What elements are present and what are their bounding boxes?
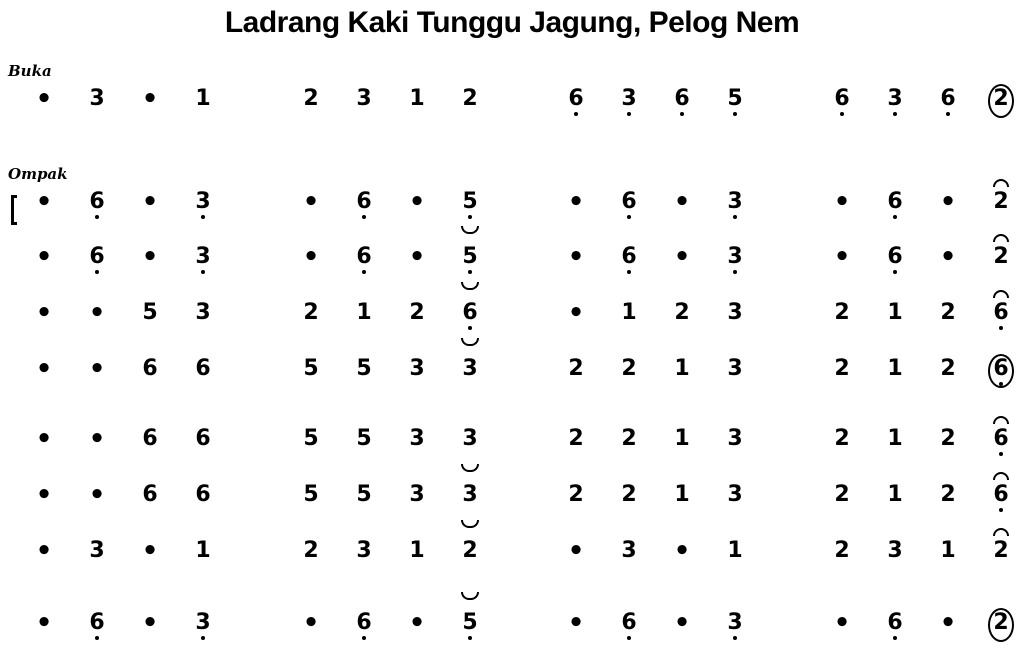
note: 6 — [827, 82, 857, 122]
note: • — [567, 187, 585, 217]
note: 6 — [614, 606, 644, 646]
note: 2 — [455, 534, 485, 574]
note: 2 — [621, 426, 637, 451]
note: 6 — [349, 606, 379, 646]
note: 2 — [986, 185, 1016, 225]
note: 2 — [621, 482, 637, 507]
note: 6 — [142, 482, 158, 507]
note: • — [141, 84, 159, 114]
note: 3 — [614, 82, 644, 122]
note: 3 — [727, 426, 743, 451]
note: • — [408, 242, 426, 272]
notation-row — [0, 240, 1024, 280]
note: 2 — [940, 426, 956, 451]
note: 2 — [834, 356, 850, 381]
note: 5 — [303, 482, 319, 507]
note: 5 — [720, 82, 750, 122]
note: • — [35, 298, 53, 328]
note: 3 — [720, 240, 750, 280]
note: 5 — [356, 482, 372, 507]
note: • — [35, 536, 53, 566]
note: 3 — [462, 426, 478, 451]
note: 1 — [356, 300, 372, 325]
note: 2 — [462, 86, 478, 111]
note: 5 — [142, 300, 158, 325]
note: 1 — [674, 426, 690, 451]
note: 2 — [986, 82, 1016, 122]
note: 6 — [349, 185, 379, 225]
note: 3 — [455, 352, 485, 392]
note: • — [567, 298, 585, 328]
note: 2 — [834, 482, 850, 507]
note: • — [567, 536, 585, 566]
note: 6 — [195, 426, 211, 451]
note: 5 — [356, 426, 372, 451]
note: 1 — [887, 426, 903, 451]
note: 6 — [142, 356, 158, 381]
note: 2 — [409, 300, 425, 325]
note: 5 — [303, 426, 319, 451]
note: 3 — [880, 82, 910, 122]
note: 2 — [940, 482, 956, 507]
notation-row — [0, 82, 1024, 122]
note: 3 — [455, 478, 485, 518]
section-label-buka: Buka — [8, 62, 52, 80]
note: 6 — [82, 606, 112, 646]
note: 1 — [887, 300, 903, 325]
notation-row — [0, 422, 1024, 462]
note: 2 — [940, 300, 956, 325]
note: • — [88, 298, 106, 328]
note: 1 — [621, 300, 637, 325]
note: • — [141, 536, 159, 566]
notation-row — [0, 478, 1024, 518]
note: 3 — [89, 86, 105, 111]
note: 1 — [409, 538, 425, 563]
note: • — [673, 187, 691, 217]
note: 3 — [409, 482, 425, 507]
note: 6 — [82, 185, 112, 225]
note: 6 — [880, 185, 910, 225]
note: 2 — [568, 426, 584, 451]
note: 2 — [986, 240, 1016, 280]
notation-row — [0, 296, 1024, 336]
note: 6 — [195, 356, 211, 381]
note: 2 — [986, 606, 1016, 646]
note: 2 — [568, 482, 584, 507]
note: 6 — [880, 606, 910, 646]
note: • — [408, 187, 426, 217]
note: 5 — [455, 240, 485, 280]
note: 6 — [986, 352, 1016, 392]
note: • — [833, 608, 851, 638]
note: 6 — [986, 478, 1016, 518]
note: • — [833, 242, 851, 272]
note: 3 — [720, 606, 750, 646]
note: 5 — [455, 606, 485, 646]
note: 5 — [455, 185, 485, 225]
note: • — [35, 608, 53, 638]
note: • — [35, 84, 53, 114]
note: 3 — [188, 606, 218, 646]
note: • — [35, 354, 53, 384]
note: 3 — [409, 426, 425, 451]
note: 6 — [986, 422, 1016, 462]
note: 6 — [986, 296, 1016, 336]
note: 1 — [409, 86, 425, 111]
note: • — [35, 242, 53, 272]
note: 3 — [356, 538, 372, 563]
note: 6 — [614, 185, 644, 225]
note: 1 — [940, 538, 956, 563]
note: 5 — [356, 356, 372, 381]
notation-row — [0, 534, 1024, 574]
note: • — [567, 242, 585, 272]
note: • — [35, 187, 53, 217]
note: • — [141, 608, 159, 638]
note: • — [35, 480, 53, 510]
note: 3 — [887, 538, 903, 563]
note: 6 — [82, 240, 112, 280]
note: 2 — [621, 356, 637, 381]
note: 2 — [834, 300, 850, 325]
note: 3 — [188, 185, 218, 225]
note: 5 — [303, 356, 319, 381]
note: • — [939, 242, 957, 272]
notation-row — [0, 606, 1024, 646]
note: 3 — [89, 538, 105, 563]
note: • — [673, 536, 691, 566]
note: 2 — [834, 426, 850, 451]
note: 6 — [614, 240, 644, 280]
note: • — [88, 354, 106, 384]
note: 2 — [834, 538, 850, 563]
note: • — [833, 187, 851, 217]
note: • — [673, 242, 691, 272]
note: • — [88, 480, 106, 510]
note: 3 — [188, 240, 218, 280]
note: 6 — [880, 240, 910, 280]
note: 1 — [674, 356, 690, 381]
note: 6 — [933, 82, 963, 122]
note: 2 — [940, 356, 956, 381]
note: 3 — [727, 300, 743, 325]
note: 6 — [561, 82, 591, 122]
note: 2 — [303, 300, 319, 325]
note: 6 — [195, 482, 211, 507]
note: • — [302, 608, 320, 638]
note: 2 — [568, 356, 584, 381]
note: 6 — [349, 240, 379, 280]
page-title: Ladrang Kaki Tunggu Jagung, Pelog Nem — [224, 6, 800, 39]
note: • — [88, 424, 106, 454]
note: • — [302, 187, 320, 217]
note: • — [567, 608, 585, 638]
note: 1 — [195, 538, 211, 563]
note: 3 — [195, 300, 211, 325]
note: 2 — [303, 538, 319, 563]
note: 2 — [674, 300, 690, 325]
note: • — [141, 187, 159, 217]
notation-row — [0, 352, 1024, 392]
note: 3 — [409, 356, 425, 381]
note: • — [141, 242, 159, 272]
section-label-ompak: Ompak — [8, 165, 68, 183]
note: 3 — [727, 356, 743, 381]
note: 1 — [887, 482, 903, 507]
note: 3 — [720, 185, 750, 225]
note: 6 — [455, 296, 485, 336]
note: 6 — [142, 426, 158, 451]
note: 6 — [667, 82, 697, 122]
note: • — [408, 608, 426, 638]
notation-row — [0, 185, 1024, 225]
note: • — [673, 608, 691, 638]
note: • — [939, 187, 957, 217]
note: 3 — [621, 538, 637, 563]
note: 1 — [674, 482, 690, 507]
note: 1 — [887, 356, 903, 381]
note: • — [35, 424, 53, 454]
note: 2 — [303, 86, 319, 111]
note: 3 — [356, 86, 372, 111]
note: 3 — [727, 482, 743, 507]
note: 2 — [986, 534, 1016, 574]
note: 1 — [195, 86, 211, 111]
note: • — [302, 242, 320, 272]
note: 1 — [727, 538, 743, 563]
note: • — [939, 608, 957, 638]
